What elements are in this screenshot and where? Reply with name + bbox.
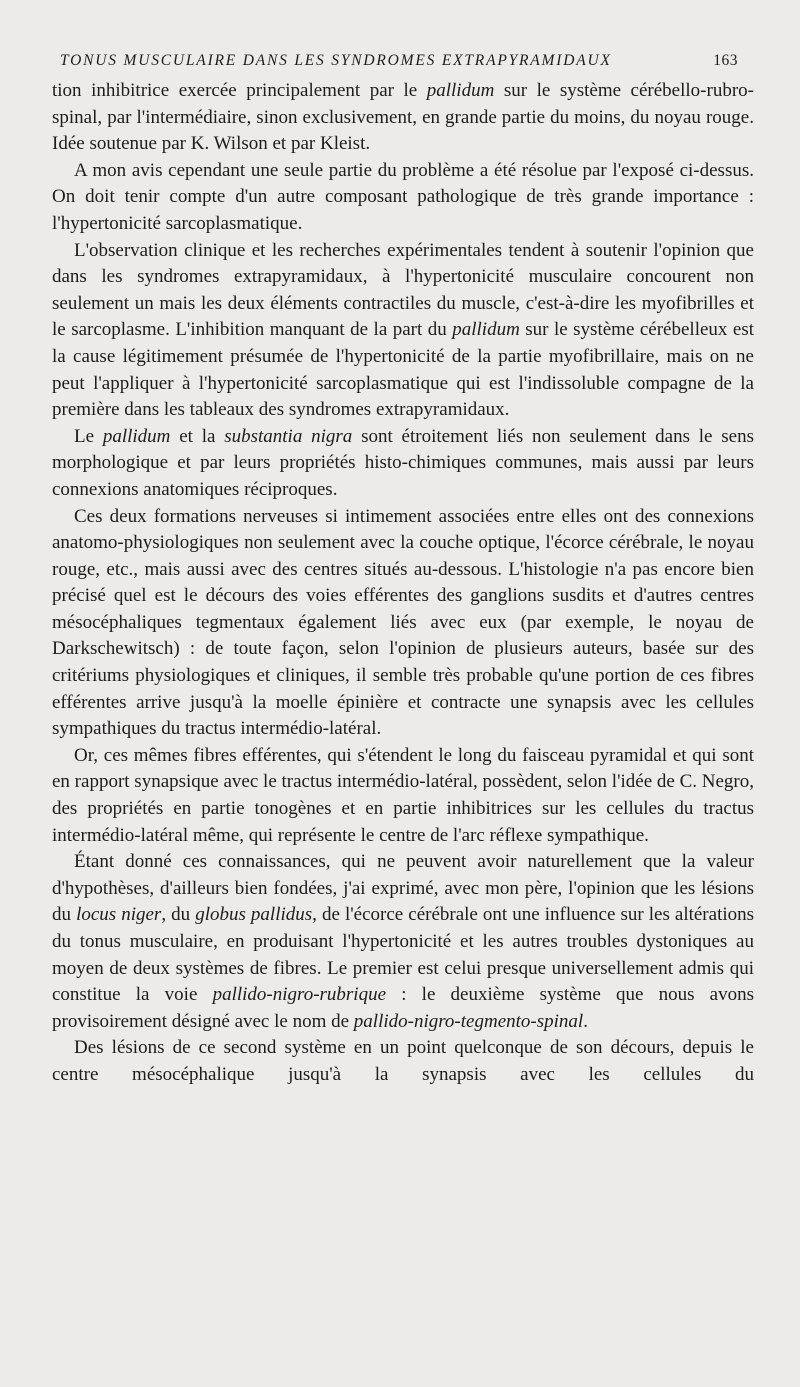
text-run: tion inhibitrice exercée principalement par le xyxy=(52,80,427,101)
italic-term: pallido-nigro-rubrique xyxy=(212,984,387,1006)
italic-term: pallidum xyxy=(452,319,520,341)
page-number: 163 xyxy=(713,52,738,69)
text-run: sont étroitement liés non seulement dans le sens morphologique et par leurs propriétés histo-chimiques communes, mais aussi par leurs connexions anatomiques réciproques. xyxy=(52,425,754,500)
paragraph-4 xyxy=(52,424,754,504)
text-run: . xyxy=(583,1010,588,1032)
running-head xyxy=(60,52,738,70)
text-run: et la xyxy=(170,425,225,447)
italic-term: pallidum xyxy=(102,425,171,447)
text-run: , du xyxy=(161,904,196,926)
text-run: sur le système cérébello-rubro-spinal, par l'intermédiaire, sinon exclusivement, en grande partie du moins, du noyau rouge. Idée soutenue par K. Wilson et par Kleist. xyxy=(52,80,754,155)
text-run: Ces deux formations nerveuses si intimement associées entre elles ont des connexions anatomo-physiologiques non seulement avec la couche optique, l'écorce cérébrale, le noyau rouge, etc., mais aussi avec des centres situés au-dessous. L'histologie n'a pas encore bien précisé quel est le décours des voies efférentes des ganglions susdits et d'autres centres mésocéphaliques tegmentaux également liés avec eux (par exemple, le noyau de Darkschewitsch) : de toute façon, selon l'opinion de plusieurs auteurs, basée sur des critériums physiologiques et cliniques, il semble très probable qu'une portion de ces fibres efférentes arrive jusqu'à la moelle épinière et contracte une synapsis avec les cellules sympathiques du tractus intermédio-latéral. xyxy=(52,505,754,740)
paragraph-6 xyxy=(52,743,754,849)
italic-term: globus pallidus xyxy=(195,904,313,926)
body-text xyxy=(52,78,754,1089)
text-run: Le xyxy=(74,425,103,447)
paragraph-5 xyxy=(52,504,754,743)
text-run: sur le système cérébelleux est la cause légitimement présumée de l'hypertonicité de la partie myofibrillaire, mais on ne peut l'appliquer à l'hypertonicité sarcoplasmatique qui est l'indissoluble compagne de la première dans les tableaux des syndromes extrapyramidaux. xyxy=(52,319,754,421)
italic-term: pallidum xyxy=(426,80,495,101)
italic-term: pallido-nigro-tegmento-spinal xyxy=(353,1010,584,1032)
text-run: Étant donné ces connaissances, qui ne peuvent avoir naturellement que la valeur d'hypothèses, d'ailleurs bien fondées, j'ai exprimé, avec mon père, l'opinion que les lésions du xyxy=(52,851,754,926)
paragraph-3 xyxy=(52,238,754,424)
paragraph-7 xyxy=(52,849,754,1035)
italic-term: locus niger xyxy=(76,904,162,926)
running-title: TONUS MUSCULAIRE DANS LES SYNDROMES EXTRAPYRAMIDAUX xyxy=(60,52,612,69)
paragraph-1 xyxy=(52,78,754,158)
text-run: Or, ces mêmes fibres efférentes, qui s'étendent le long du faisceau pyramidal et qui sont en rapport synapsique avec le tractus intermédio-latéral, possèdent, selon l'idée de C. Negro, des propriétés en partie tonogènes et en partie inhibitrices sur les cellules du tractus intermédio-latéral même, qui représente le centre de l'arc réflexe sympathique. xyxy=(52,744,754,846)
paragraph-2 xyxy=(52,158,754,238)
paragraph-8 xyxy=(52,1035,754,1088)
text-run: Des lésions de ce second système en un point quelconque de son décours, depuis le centre mésocéphalique jusqu'à la synapsis avec les cellules du xyxy=(52,1037,754,1085)
text-run: A mon avis cependant une seule partie du problème a été résolue par l'exposé ci-dessus. On doit tenir compte d'un autre composant pathologique de très grande importance : l'hypertonicité sarcoplasmatique. xyxy=(52,159,754,234)
text-run: : le deuxième système que nous avons provisoirement désigné avec le nom de xyxy=(52,984,754,1032)
text-run: , de l'écorce cérébrale ont une influence sur les altérations du tonus musculaire, en produisant l'hypertonicité et les autres troubles dystoniques au moyen de deux systèmes de fibres. Le premier est celui presque universellement admis qui constitue la voie xyxy=(52,904,755,1006)
italic-term: substantia nigra xyxy=(224,425,353,447)
text-run: L'observation clinique et les recherches expérimentales tendent à soutenir l'opinion que dans les syndromes extrapyramidaux, à l'hypertonicité musculaire concourent non seulement un mais les deux éléments contractiles du muscle, c'est-à-dire les myofibrilles et le sarcoplasme. L'inhibition manquant de la part du xyxy=(52,239,754,341)
